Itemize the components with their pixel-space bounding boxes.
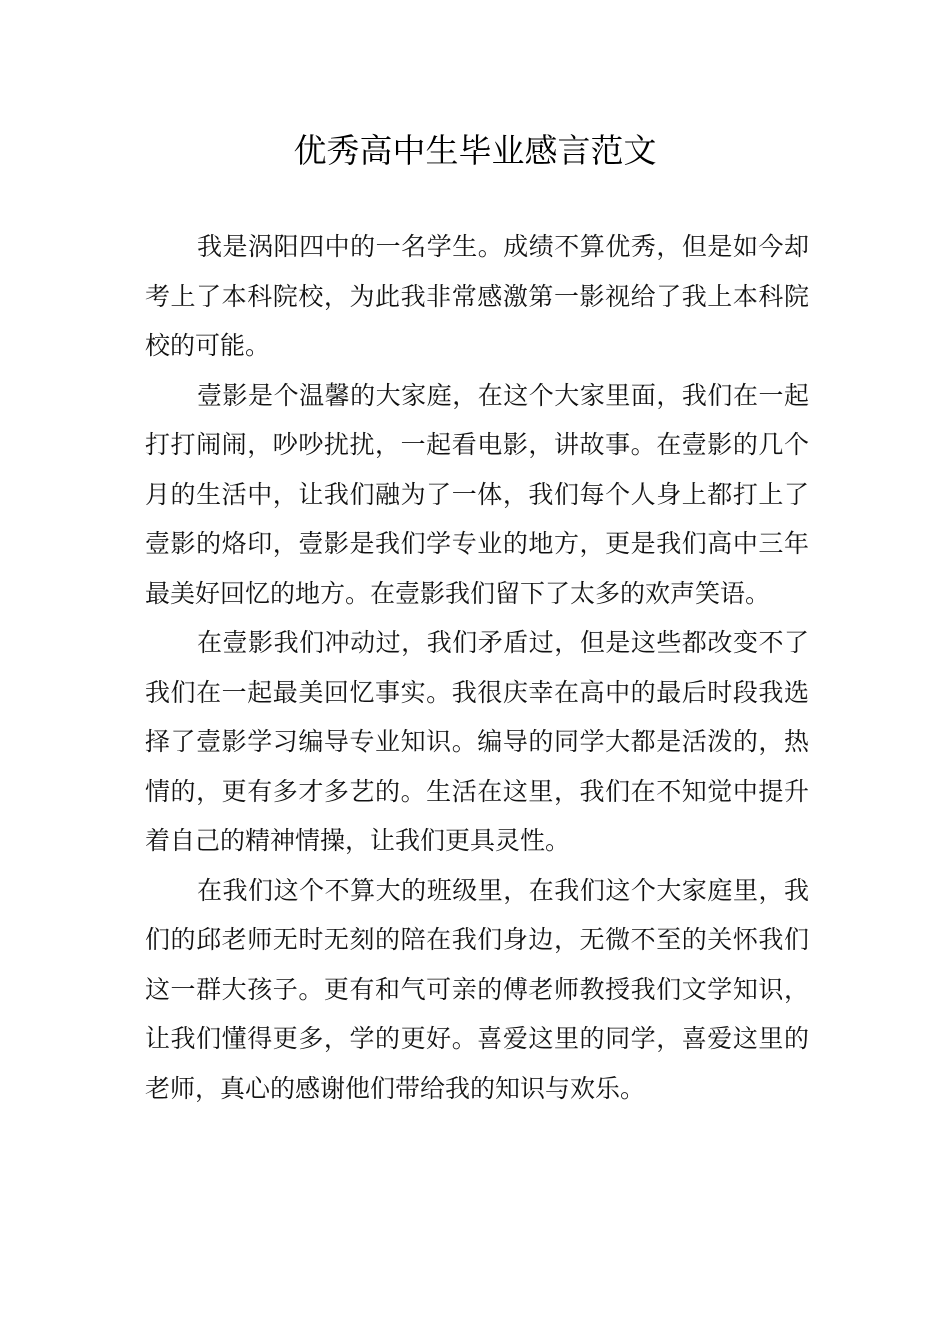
paragraph-3: 在壹影我们冲动过，我们矛盾过，但是这些都改变不了我们在一起最美回忆事实。我很庆幸在高中的最后时段我选择了壹影学习编导专业知识。编导的同学大都是活泼的，热情的，更有多才多艺的。生活在这里，我们在不知觉中提升着自己的精神情操，让我们更具灵性。 — [145, 628, 809, 855]
paragraph-1: 我是涡阳四中的一名学生。成绩不算优秀，但是如今却考上了本科院校，为此我非常感激第一影视给了我上本科院校的可能。 — [145, 232, 809, 360]
document-body — [145, 222, 809, 1113]
paragraph-2: 壹影是个温馨的大家庭，在这个大家里面，我们在一起打打闹闹，吵吵扰扰，一起看电影，讲故事。在壹影的几个月的生活中，让我们融为了一体，我们每个人身上都打上了壹影的烙印，壹影是我们学专业的地方，更是我们高中三年最美好回忆的地方。在壹影我们留下了太多的欢声笑语。 — [145, 380, 809, 608]
paragraph-4: 在我们这个不算大的班级里，在我们这个大家庭里，我们的邱老师无时无刻的陪在我们身边，无微不至的关怀我们这一群大孩子。更有和气可亲的傅老师教授我们文学知识，让我们懂得更多，学的更好。喜爱这里的同学，喜爱这里的老师，真心的感谢他们带给我的知识与欢乐。 — [145, 875, 809, 1103]
document-title: 优秀高中生毕业感言范文 — [293, 131, 657, 170]
